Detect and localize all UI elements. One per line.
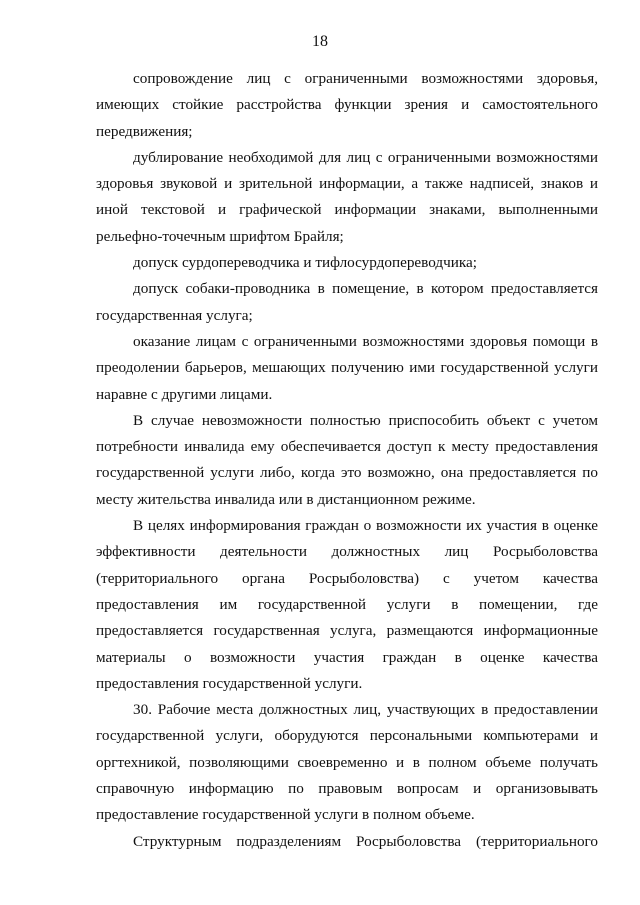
paragraph-structural-units: Структурным подразделениям Росрыболовства (территориального [133, 832, 598, 850]
paragraph-sign-interpreter: допуск сурдопереводчика и тифлосурдопереводчика; [133, 254, 477, 272]
paragraph-guide-dog: допуск собаки-проводника в помещение, в котором предоставляется государственная услуга; [96, 280, 598, 324]
paragraph-information: В целях информирования граждан о возможности их участия в оценке эффективности деятельности должностных лиц Росрыболовства (территориального органа Росрыболовства) с учетом качества предоставления им государственной услуги в помещении, где предоставляется государственная услуга, размещаются информационные материалы о возможности участия граждан в оценке качества предоставления государственной услуги. [96, 517, 598, 692]
paragraph-section-30: 30. Рабочие места должностных лиц, участвующих в предоставлении государственной услуги, оборудуются персональными компьютерами и оргтехникой, позволяющими своевременно и в полном объеме получать справочную информацию по правовым вопросам и организовывать предоставление государственной услуги в полном объеме. [96, 701, 598, 824]
paragraph-remote-access: В случае невозможности полностью приспособить объект с учетом потребности инвалида ему обеспечивается доступ к месту предоставления государственной услуги либо, когда это возможно, она предоставляется по месту жительства инвалида или в дистанционном режиме. [96, 411, 598, 508]
paragraph-assistance: оказание лицам с ограниченными возможностями здоровья помощи в преодолении барьеров, мешающих получению ими государственной услуги наравне с другими лицами. [96, 332, 598, 403]
paragraph-duplication: дублирование необходимой для лиц с ограниченными возможностями здоровья звуковой и зрительной информации, а также надписей, знаков и иной текстовой и графической информации знаками, выполненными рельефно-точечным шрифтом Брайля; [96, 148, 598, 245]
paragraph-escort: сопровождение лиц с ограниченными возможностями здоровья, имеющих стойкие расстройства функции зрения и самостоятельного передвижения; [96, 70, 598, 140]
document-body [96, 66, 598, 855]
page-number: 18 [312, 33, 328, 50]
